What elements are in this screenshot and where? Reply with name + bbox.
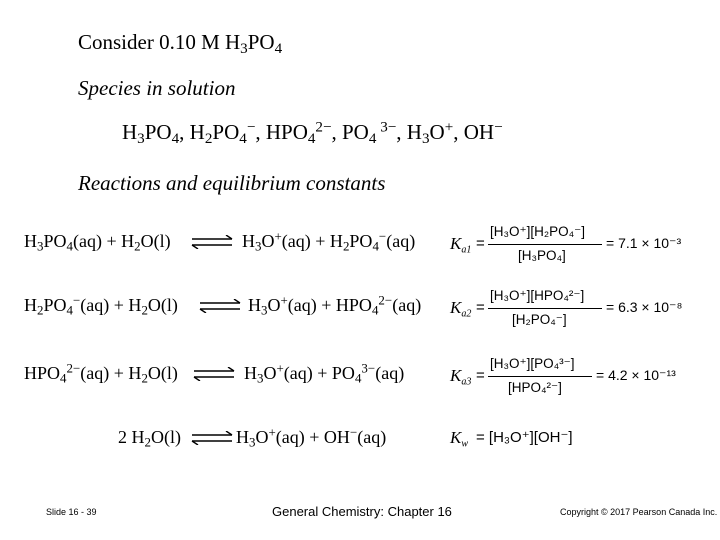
- reaction-1-products: $H_3O^+(aq) + H_2PO_4^-(aq)$: [242, 228, 416, 254]
- reaction-2-reactants: $H_2PO_4^-(aq) + H_2O(l)$: [24, 292, 178, 318]
- reactions-heading: Reactions and equilibrium constants: [78, 171, 386, 195]
- reaction-1-reactants: $H_3PO_4(aq) + H_2O(l)$: [24, 231, 171, 254]
- ka2-numerator: [H₃O⁺][HPO₄²⁻]: [490, 288, 585, 303]
- slide-number: Slide 16 - 39: [46, 507, 97, 517]
- ka1-numerator: [H₃O⁺][H₂PO₄⁻]: [490, 224, 586, 239]
- reaction-2-products: $H_3O^+(aq) + HPO_4^{2-}(aq)$: [248, 292, 422, 318]
- equilibrium-arrow-icon: [192, 367, 236, 381]
- reaction-4-reactants: 2 $H_2O(l)$: [118, 427, 181, 450]
- reaction-4-products: $H_3O^+(aq) + OH^-(aq)$: [236, 424, 387, 450]
- reaction-3-products: $H_3O^+(aq) + PO_4^{3-}(aq)$: [244, 360, 405, 386]
- kw-expression: $K_w$ = [H₃O⁺][OH⁻]: [450, 428, 573, 450]
- ka1-expression: $K_{a1}$ = [H₃O⁺][H₂PO₄⁻] [H₃PO₄] = 7.1 × 10⁻³: [450, 224, 682, 263]
- equilibrium-arrow-icon: [198, 299, 242, 313]
- ka1-denominator: [H₃PO₄]: [518, 248, 566, 263]
- ka3-value: = 4.2 × 10⁻¹³: [596, 367, 676, 383]
- kw-value: = [H₃O⁺][OH⁻]: [476, 429, 573, 446]
- species-heading: Species in solution: [78, 76, 236, 100]
- page-title: Consider 0.10 M $H_3PO_4$: [78, 30, 283, 58]
- footer-copyright: Copyright © 2017 Pearson Canada Inc.: [560, 507, 718, 517]
- ka3-denominator: [HPO₄²⁻]: [508, 380, 562, 395]
- equilibrium-arrow-icon: [190, 235, 234, 249]
- species-list: $H_3PO_4$, $H_2PO_4^-$, $HPO_4^{2-}$, $PO_4$ $^{3-}$, $H_3O^+$, OH−: [122, 119, 503, 148]
- reaction-3-reactants: $HPO_4^{2-}(aq) + H_2O(l)$: [24, 360, 178, 386]
- ka1-value: = 7.1 × 10⁻³: [606, 235, 682, 251]
- ka3-numerator: [H₃O⁺][PO₄³⁻]: [490, 356, 575, 371]
- equilibrium-arrow-icon: [190, 431, 234, 445]
- ka2-denominator: [H₂PO₄⁻]: [512, 312, 567, 327]
- ka2-expression: $K_{a2}$ = [H₃O⁺][HPO₄²⁻] [H₂PO₄⁻] = 6.3 × 10⁻⁸: [450, 288, 683, 327]
- footer-chapter: General Chemistry: Chapter 16: [272, 504, 452, 519]
- ka3-expression: $K_{a3}$ = [H₃O⁺][PO₄³⁻] [HPO₄²⁻] = 4.2 × 10⁻¹³: [450, 356, 676, 395]
- ka2-value: = 6.3 × 10⁻⁸: [606, 299, 683, 315]
